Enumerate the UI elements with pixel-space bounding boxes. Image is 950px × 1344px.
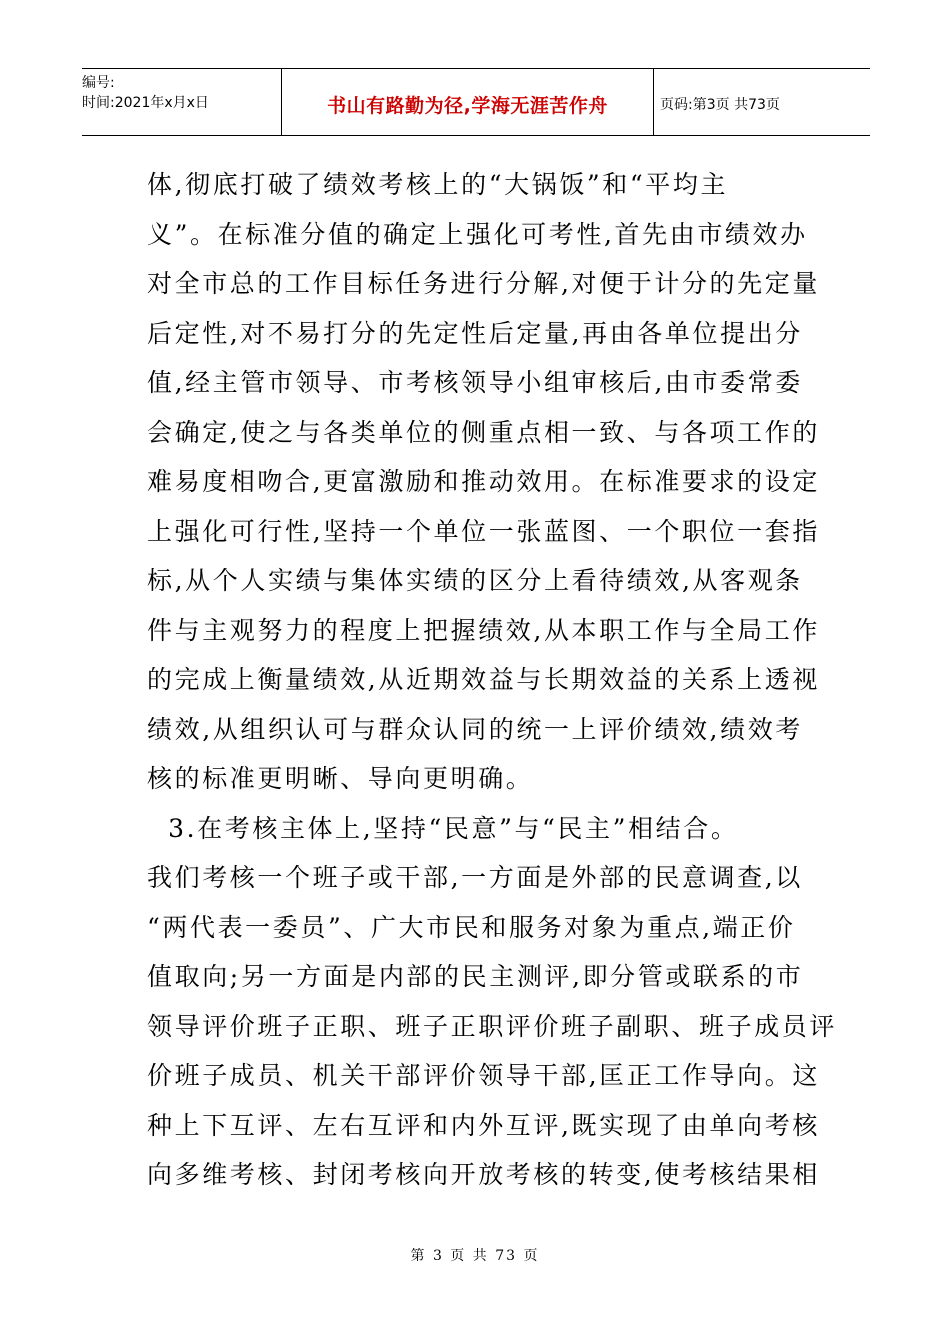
body-line: 会确定,使之与各类单位的侧重点相一致、与各项工作的: [147, 417, 820, 447]
document-time-label: 时间:2021年x月x日: [82, 95, 209, 111]
header-meta: [82, 69, 282, 135]
body-line: 绩效,从组织认可与群众认同的统一上评价绩效,绩效考: [147, 714, 803, 744]
body-line: 3.在考核主体上,坚持“民意”与“民主”相结合。: [147, 813, 739, 843]
body-line: 件与主观努力的程度上把握绩效,从本职工作与全局工作: [147, 615, 820, 645]
header-page-info: 页码:第3页 共73页: [660, 97, 780, 113]
body-line: 体,彻底打破了绩效考核上的“大锅饭”和“平均主: [147, 170, 729, 199]
body-line: 标,从个人实绩与集体实绩的区分上看待绩效,从客观条: [147, 566, 803, 595]
body-line: 核的标准更明晰、导向更明确。: [147, 764, 534, 793]
body-line: “两代表一委员”、广大市民和服务对象为重点,端正价: [147, 912, 796, 942]
body-line: 领导评价班子正职、班子正职评价班子副职、班子成员评: [147, 1011, 838, 1041]
body-line: 种上下互评、左右互评和内外互评,既实现了由单向考核: [147, 1110, 820, 1140]
page-header: [82, 68, 870, 136]
page-footer: 第 3 页 共 73 页: [410, 1248, 540, 1264]
body-line: 难易度相吻合,更富激励和推动效用。在标准要求的设定: [147, 467, 820, 496]
body-line: 价班子成员、机关干部评价领导干部,匡正工作导向。这: [147, 1061, 820, 1090]
body-line: 上强化可行性,坚持一个单位一张蓝图、一个职位一套指: [147, 516, 820, 546]
body-line: 的完成上衡量绩效,从近期效益与长期效益的关系上透视: [147, 665, 820, 694]
body-line: 后定性,对不易打分的先定性后定量,再由各单位提出分: [147, 318, 803, 348]
document-number-label: 编号:: [82, 75, 115, 91]
body-line: 义”。在标准分值的确定上强化可考性,首先由市绩效办: [147, 219, 808, 249]
body-line: 我们考核一个班子或干部,一方面是外部的民意调查,以: [147, 863, 803, 892]
body-line: 对全市总的工作目标任务进行分解,对便于计分的先定量: [147, 269, 820, 298]
body-line: 值,经主管市领导、市考核领导小组审核后,由市委常委: [147, 368, 803, 397]
body-line: 值取向;另一方面是内部的民主测评,即分管或联系的市: [147, 962, 804, 991]
document-body: [147, 160, 838, 1200]
body-line: 向多维考核、封闭考核向开放考核的转变,使考核结果相: [147, 1160, 820, 1189]
header-motto: 书山有路勤为径,学海无涯苦作舟: [282, 69, 654, 135]
